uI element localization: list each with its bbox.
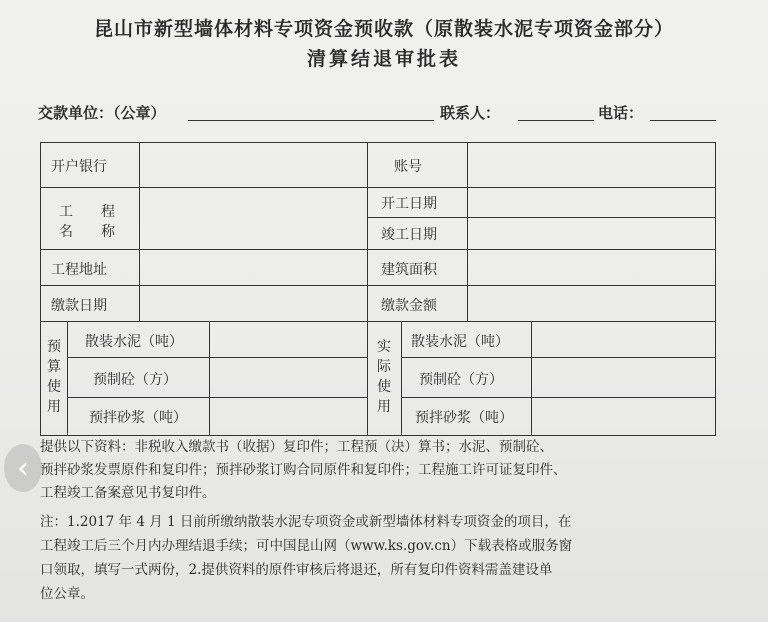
payer-label: 交款单位：（公章） (38, 104, 166, 122)
end-date-field[interactable] (468, 218, 714, 248)
budget-use-label: 预 算 使 用 (47, 339, 61, 415)
building-area-field[interactable] (468, 250, 714, 284)
notes-section (40, 510, 740, 606)
note-line-4: 位公章。 (40, 586, 94, 602)
prev-image-button[interactable] (4, 444, 42, 492)
budget-bulk-cement-label: 散装水泥（吨） (85, 334, 183, 350)
chevron-left-icon: ‹ (17, 450, 29, 486)
payer-field[interactable] (188, 120, 434, 121)
actual-mortar-field[interactable] (532, 398, 714, 434)
actual-precast-field[interactable] (532, 358, 714, 396)
actual-bulk-cement-label: 散装水泥（吨） (411, 334, 509, 350)
approval-table (40, 142, 716, 436)
payment-amount-field[interactable] (468, 286, 714, 320)
payment-date-label: 缴款日期 (51, 298, 107, 314)
end-date-label: 竣工日期 (381, 227, 437, 243)
project-name-label-1: 工 程 (59, 204, 115, 220)
materials-line-3: 工程竣工备案意见书复印件。 (40, 485, 216, 501)
start-date-field[interactable] (468, 188, 714, 216)
budget-precast-label: 预制砼（方） (93, 372, 177, 388)
payment-amount-label: 缴款金额 (381, 298, 437, 314)
payment-date-field[interactable] (140, 286, 366, 320)
actual-precast-label: 预制砼（方） (419, 372, 503, 388)
materials-line-2: 预拌砂浆发票原件和复印件；预拌砂浆订购合同原件和复印件；工程施工许可证复印件、 (40, 462, 567, 478)
phone-field[interactable] (650, 120, 716, 121)
account-label: 账号 (394, 159, 422, 175)
budget-mortar-field[interactable] (210, 398, 366, 434)
project-name-label-2: 名 称 (59, 224, 115, 240)
note-line-2: 工程竣工后三个月内办理结退手续；可中国昆山网（www.ks.gov.cn）下载表格或服务窗 (40, 538, 573, 554)
contact-label: 联系人： (440, 104, 501, 122)
start-date-label: 开工日期 (381, 196, 437, 212)
bank-field[interactable] (140, 144, 366, 186)
actual-use-label: 实 际 使 用 (377, 339, 391, 415)
note-line-1: 注：1.2017 年 4 月 1 日前所缴纳散装水泥专项资金或新型墙体材料专项资金的项目，在 (40, 514, 572, 530)
account-field[interactable] (468, 144, 714, 186)
building-area-label: 建筑面积 (381, 262, 437, 278)
form-title-line1: 昆山市新型墙体材料专项资金预收款（原散装水泥专项资金部分） (93, 18, 674, 40)
materials-line-1: 提供以下资料：非税收入缴款书（收据）复印件；工程预（决）算书；水泥、预制砼、 (40, 439, 553, 455)
project-address-label: 工程地址 (51, 262, 107, 278)
bank-label: 开户银行 (51, 159, 107, 175)
project-address-field[interactable] (140, 250, 366, 284)
contact-field[interactable] (518, 120, 594, 121)
note-line-3: 口领取，填写一式两份，2.提供资料的原件审核后将退还，所有复印件资料需盖建设单 (40, 562, 553, 578)
materials-section (40, 436, 740, 505)
budget-mortar-label: 预拌砂浆（吨） (89, 410, 187, 426)
phone-label: 电话： (598, 104, 644, 122)
actual-mortar-label: 预拌砂浆（吨） (415, 410, 513, 426)
budget-precast-field[interactable] (210, 358, 366, 396)
form-title-line2: 清算结退审批表 (306, 48, 461, 70)
actual-bulk-cement-field[interactable] (532, 322, 714, 356)
budget-bulk-cement-field[interactable] (210, 322, 366, 356)
project-name-field[interactable] (140, 188, 366, 248)
